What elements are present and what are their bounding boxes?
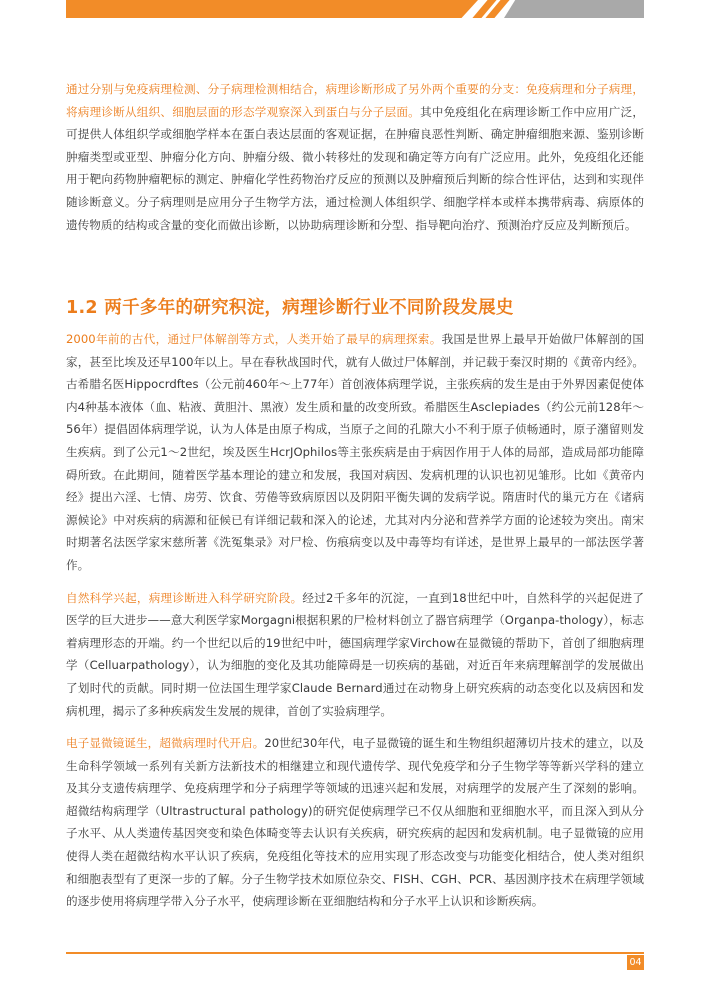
intro-paragraph	[66, 78, 644, 236]
paragraph-lead: 自然科学兴起，病理诊断进入科学研究阶段。	[66, 590, 303, 605]
page-number: 04	[627, 955, 644, 970]
paragraph-body: 经过2千多年的沉淀，一直到18世纪中叶，自然科学的兴起促进了医学的巨大进步——意大利医学家Morgagni根据积累的尸检材料创立了器官病理学（Organpa-thology），标志着病理形态的开端。约一个世纪以后的19世纪中叶，德国病理学家Virchow在显微镜的帮助下，首创了细胞病理学（Celluarpathology），认为细胞的变化及其功能障碍是一切疾病的基础，对近百年来病理解剖学的发展做出了划时代的贡献。同时期一位法国生理学家Claude Bernard通过在动物身上研究疾病的动态变化以及病因和发病机理，揭示了多种疾病发生发展的规律，首创了实验病理学。	[66, 590, 644, 718]
footer-rule	[66, 952, 644, 954]
paragraph-lead: 2000年前的古代，通过尸体解剖等方式，人类开始了最早的病理探索。	[66, 332, 442, 346]
section-title: 1.2 两千多年的研究积淀，病理诊断行业不同阶段发展史	[66, 298, 514, 318]
header-orange-band	[66, 0, 478, 18]
history-paragraph-electron-microscope	[66, 732, 644, 913]
intro-section	[66, 78, 644, 236]
header-decoration-bar	[66, 0, 644, 18]
paragraph-body: 我国是世界上最早开始做尸体解剖的国家，甚至比埃及还早100年以上。早在春秋战国时代，就有人做过尸体解剖，并记载于秦汉时期的《黄帝内经》。古希腊名医Hippocrdftes（公元前460年～上77年）首创液体病理学说，主张疾病的发生是由于外界因素促使体内4种基本液体（血、粘液、黄胆汁、黑液）发生质和量的改变所致。希腊医生Asclepiades（约公元前128年～56年）提倡固体病理学说，认为人体是由原子构成，当原子之间的孔隙大小不利于原子侦畅通时，原子潴留则发生疾病。到了公元1～2世纪，埃及医生HcrJOphilos等主张疾病是由于病因作用于人体的局部，造成局部功能障碍所致。在此期间，随着医学基本理论的建立和发展，我国对病因、发病机理的认识也初见雏形。比如《黄帝内经》提出六淫、七情、房劳、饮食、劳倦等致病原因以及阴阳平衡失调的发病学说。隋唐时代的巢元方在《诸病源候论》中对疾病的病源和征候已有详细记载和深入的论述，尤其对内分泌和营养学方面的论述较为突出。南宋时期著名法医学家宋慈所著《洗冤集录》对尸检、伤痕病变以及中毒等均有详述，是世界上最早的一部法医学著作。	[66, 332, 644, 572]
paragraph-lead: 电子显微镜诞生，超微病理时代开启。	[66, 736, 265, 751]
intro-lead: 通过分别与免疫病理检测、分子病理检测相结合，病理诊断形成了另外两个重要的分支：免疫病理和分子病理，将病理诊断从组织、细胞层面的形态学观察深入到蛋白与分子层面。	[66, 82, 644, 119]
header-gray-band	[504, 0, 644, 18]
history-paragraph-ancient	[66, 328, 644, 577]
history-paragraph-science	[66, 587, 644, 723]
intro-body: 其中免疫组化在病理诊断工作中应用广泛，可提供人体组织学或细胞学样本在蛋白表达层面的客观证据，在肿瘤良恶性判断、确定肿瘤细胞来源、鉴别诊断肿瘤类型或亚型、肿瘤分化方向、肿瘤分级、微小转移灶的发现和确定等方向有广泛应用。此外，免疫组化还能用于靶向药物肿瘤靶标的测定、肿瘤化学性药物治疗反应的预测以及肿瘤预后判断的综合性评估，达到和实现伴随诊断意义。分子病理则是应用分子生物学方法，通过检测人体组织学、细胞学样本或样本携带病毒、病原体的遗传物质的结构或含量的变化而做出诊断，以协助病理诊断和分型、指导靶向治疗、预测治疗反应及判断预后。	[66, 104, 644, 232]
history-section	[66, 328, 644, 913]
paragraph-body: 20世纪30年代，电子显微镜的诞生和生物组织超薄切片技术的建立，以及生命科学领域一系列有关新方法新技术的相继建立和现代遗传学、现代免疫学和分子生物学等等新兴学科的建立及其分支遗传病理学、免疫病理学和分子病理学等领域的迅速兴起和发展，对病理学的发展产生了深刻的影响。超微结构病理学（Ultrastructural pathology)的研究促使病理学已不仅从细胞和亚细胞水平，而且深入到从分子水平、从人类遗传基因突变和染色体畸变等去认识有关疾病，研究疾病的起因和发病机制。电子显微镜的应用使得人类在超微结构水平认识了疾病，免疫组化等技术的应用实现了形态改变与功能变化相结合，使人类对组织和细胞表型有了更深一步的了解。分子生物学技术如原位杂交、FISH、CGH、PCR、基因测序技术在病理学领域的逐步使用将病理学带入分子水平，使病理诊断在亚细胞结构和分子水平上认识和诊断疾病。	[66, 736, 644, 909]
